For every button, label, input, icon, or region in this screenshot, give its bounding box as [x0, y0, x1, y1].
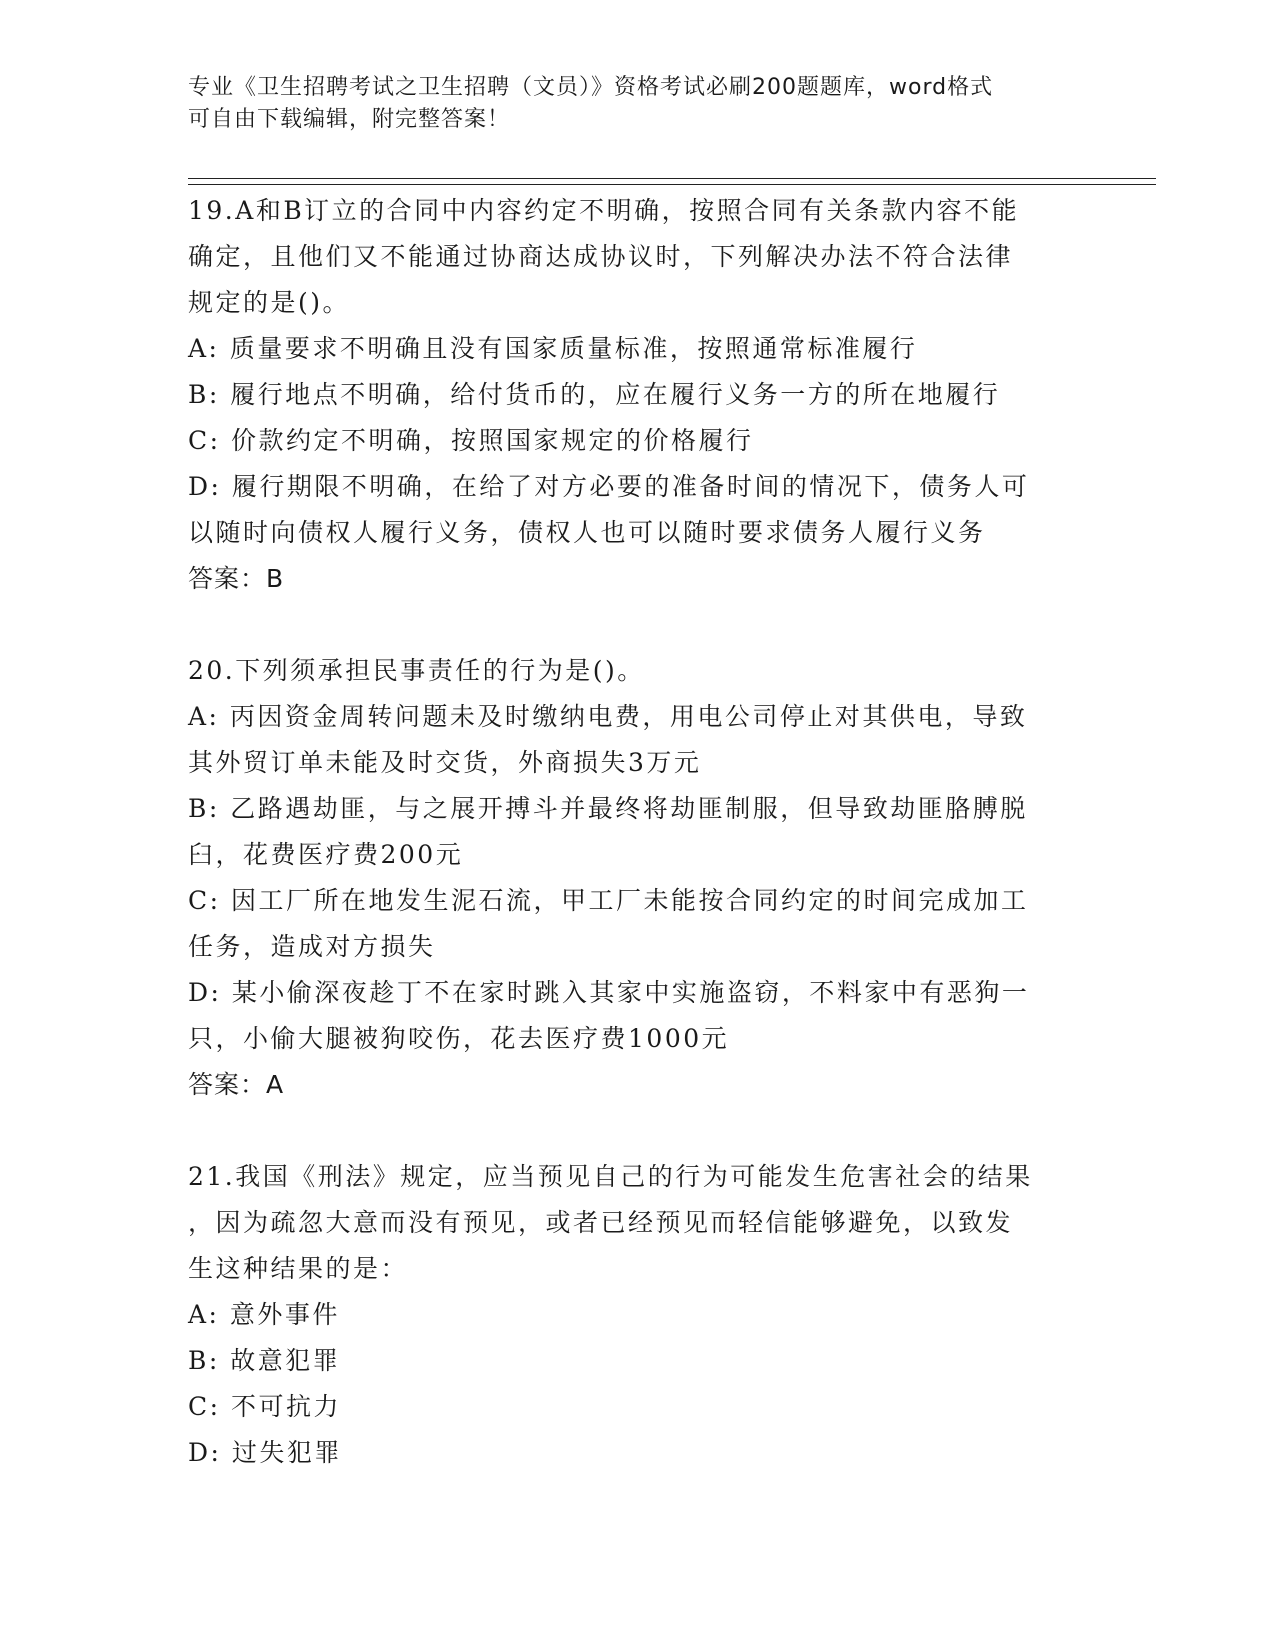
- option-d: D: 某小偷深夜趁丁不在家时跳入其家中实施盗窃，不料家中有恶狗一: [188, 978, 1030, 1007]
- option-a: A: 意外事件: [188, 1300, 340, 1329]
- option-c-continued: 任务，造成对方损失: [188, 932, 436, 961]
- option-a: A: 质量要求不明确且没有国家质量标准，按照通常标准履行: [188, 334, 918, 363]
- option-a: A: 丙因资金周转问题未及时缴纳电费，用电公司停止对其供电，导致: [188, 702, 1028, 731]
- question-stem: 确定，且他们又不能通过协商达成协议时，下列解决办法不符合法律: [188, 242, 1014, 271]
- option-a-continued: 其外贸订单未能及时交货，外商损失3万元: [188, 748, 702, 777]
- question-stem: 规定的是()。: [188, 288, 351, 317]
- question-19: [188, 188, 1088, 602]
- page-header: [188, 72, 1068, 136]
- question-20: [188, 648, 1088, 1108]
- question-21: [188, 1154, 1088, 1476]
- question-stem: 生这种结果的是：: [188, 1254, 409, 1283]
- header-divider: [188, 178, 1156, 179]
- header-line: 专业《卫生招聘考试之卫生招聘（文员）》资格考试必刷200题题库，word格式: [188, 75, 994, 100]
- header-divider: [188, 184, 1156, 185]
- question-stem: 20.下列须承担民事责任的行为是()。: [188, 656, 645, 685]
- option-b: B: 履行地点不明确，给付货币的，应在履行义务一方的所在地履行: [188, 380, 1001, 409]
- answer: 答案：B: [188, 564, 285, 593]
- option-b-continued: 臼，花费医疗费200元: [188, 840, 464, 869]
- question-stem: 21.我国《刑法》规定，应当预见自己的行为可能发生危害社会的结果: [188, 1162, 1033, 1191]
- question-stem: ，因为疏忽大意而没有预见，或者已经预见而轻信能够避免，以致发: [188, 1208, 1014, 1237]
- option-b: B: 乙路遇劫匪，与之展开搏斗并最终将劫匪制服，但导致劫匪胳膊脱: [188, 794, 1028, 823]
- option-b: B: 故意犯罪: [188, 1346, 341, 1375]
- answer: 答案：A: [188, 1070, 285, 1099]
- option-d-continued: 只，小偷大腿被狗咬伤，花去医疗费1000元: [188, 1024, 730, 1053]
- option-c: C: 价款约定不明确，按照国家规定的价格履行: [188, 426, 754, 455]
- option-d: D: 过失犯罪: [188, 1438, 342, 1467]
- option-d: D: 履行期限不明确，在给了对方必要的准备时间的情况下，债务人可: [188, 472, 1030, 501]
- option-c: C: 不可抗力: [188, 1392, 341, 1421]
- header-line: 可自由下载编辑，附完整答案！: [188, 107, 511, 132]
- question-stem: 19.A和B订立的合同中内容约定不明确，按照合同有关条款内容不能: [188, 196, 1020, 225]
- question-list: [188, 188, 1088, 1522]
- option-c: C: 因工厂所在地发生泥石流，甲工厂未能按合同约定的时间完成加工: [188, 886, 1029, 915]
- option-d-continued: 以随时向债权人履行义务，债权人也可以随时要求债务人履行义务: [188, 518, 986, 547]
